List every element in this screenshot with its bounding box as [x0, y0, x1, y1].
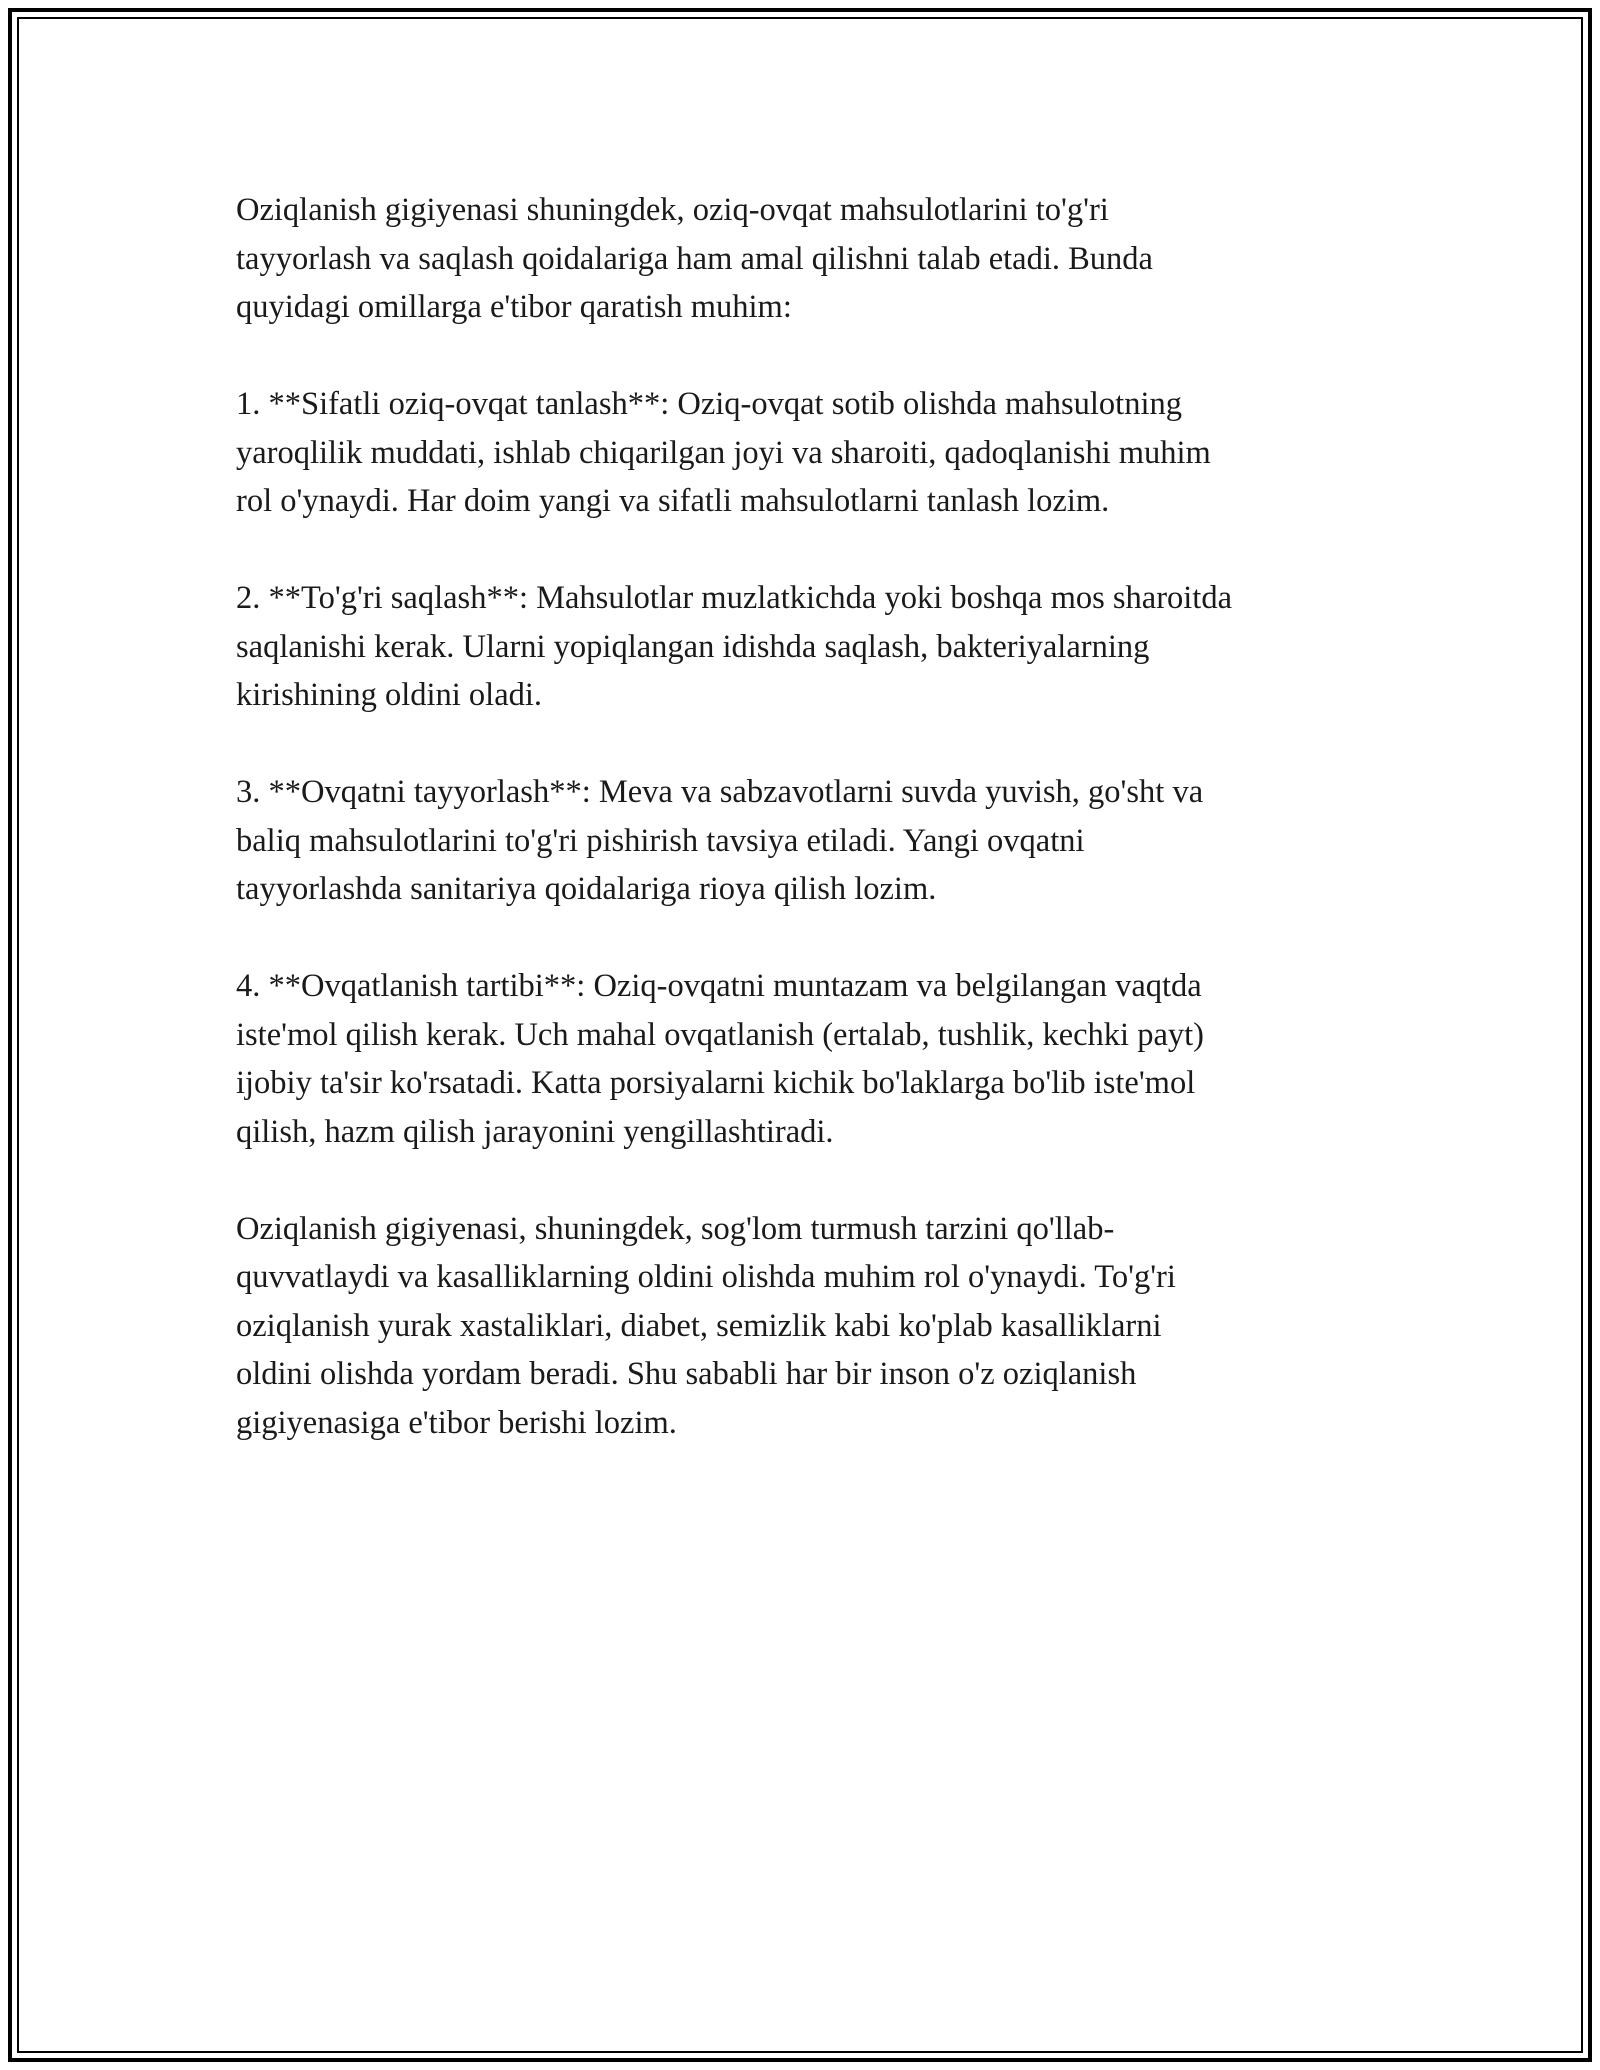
closing-paragraph: Oziqlanish gigiyenasi, shuningdek, sog'lom turmush tarzini qo'llab- quvvatlaydi va kasalliklarning oldini olishda muhim rol o'ynaydi. To'g'ri oziqlanish yurak xastaliklari, diabet, semizlik kabi ko'plab kasalliklarni oldini olishda yordam beradi. Shu sababli har bir inson o'z oziqlanish gigiyenasiga e'tibor berishi lozim. — [236, 1210, 1176, 1441]
list-item-4: 4. **Ovqatlanish tartibi**: Oziq-ovqatni muntazam va belgilangan vaqtda iste'mol qilish kerak. Uch mahal ovqatlanish (ertalab, tushlik, kechki payt) ijobiy ta'sir ko'rsatadi. Katta porsiyalarni kichik bo'laklarga bo'lib iste'mol qilish, hazm qilish jarayonini yengillashtiradi. — [236, 968, 1204, 1150]
document-body — [236, 186, 1386, 1496]
intro-paragraph: Oziqlanish gigiyenasi shuningdek, oziq-ovqat mahsulotlarini to'g'ri tayyorlash va saqlash qoidalariga ham amal qilishni talab etadi. Bunda quyidagi omillarga e'tibor qaratish muhim: — [236, 192, 1153, 325]
list-item-1: 1. **Sifatli oziq-ovqat tanlash**: Oziq-ovqat sotib olishda mahsulotning yaroqlilik muddati, ishlab chiqarilgan joyi va sharoiti, qadoqlanishi muhim rol o'ynaydi. Har doim yangi va sifatli mahsulotlarni tanlash lozim. — [236, 386, 1211, 519]
list-item-3: 3. **Ovqatni tayyorlash**: Meva va sabzavotlarni suvda yuvish, go'sht va baliq mahsulotlarini to'g'ri pishirish tavsiya etiladi. Yangi ovqatni tayyorlashda sanitariya qoidalariga rioya qilish lozim. — [236, 774, 1204, 907]
list-item-2: 2. **To'g'ri saqlash**: Mahsulotlar muzlatkichda yoki boshqa mos sharoitda saqlanishi kerak. Ularni yopiqlangan idishda saqlash, bakteriyalarning kirishining oldini oladi. — [236, 580, 1233, 713]
